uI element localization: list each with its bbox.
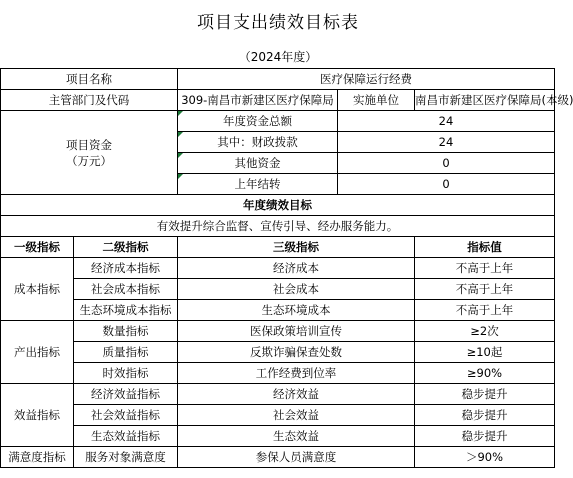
table-row <box>1 279 555 300</box>
table-row <box>1 321 555 342</box>
level3-cell: 参保人员满意度 <box>178 447 415 468</box>
target-table <box>0 68 573 468</box>
level3-cell: 社会成本 <box>178 279 415 300</box>
level2-cell: 数量指标 <box>74 321 178 342</box>
value-cell: ≥90% <box>415 363 555 384</box>
level1-satisfaction: 满意度指标 <box>1 447 74 468</box>
dept-row <box>1 90 555 111</box>
fund-other-value: 0 <box>338 153 555 174</box>
table-row <box>1 363 555 384</box>
level2-cell: 生态效益指标 <box>74 426 178 447</box>
value-cell: 不高于上年 <box>415 279 555 300</box>
level3-cell: 生态效益 <box>178 426 415 447</box>
fund-fiscal-value: 24 <box>338 132 555 153</box>
level1-benefit: 效益指标 <box>1 384 74 447</box>
level3-cell: 经济效益 <box>178 384 415 405</box>
fund-total-label: 年度资金总额 <box>178 111 338 132</box>
value-cell: 不高于上年 <box>415 300 555 321</box>
fund-carryover-value: 0 <box>338 174 555 195</box>
level3-cell: 医保政策培训宣传 <box>178 321 415 342</box>
impl-value-text: 南昌市新建区医疗保障局(本级) <box>415 93 573 107</box>
table-row <box>1 384 555 405</box>
annual-goal-label: 年度绩效目标 <box>1 195 555 216</box>
level2-cell: 经济成本指标 <box>74 258 178 279</box>
annual-goal-text-row <box>1 216 555 237</box>
level1-output: 产出指标 <box>1 321 74 384</box>
value-cell: ≥2次 <box>415 321 555 342</box>
level2-cell: 社会成本指标 <box>74 279 178 300</box>
value-cell: 稳步提升 <box>415 384 555 405</box>
project-name-value: 医疗保障运行经费 <box>178 69 555 90</box>
annual-goal-text: 有效提升综合监督、宣传引导、经办服务能力。 <box>1 216 555 237</box>
level3-cell: 经济成本 <box>178 258 415 279</box>
level2-cell: 时效指标 <box>74 363 178 384</box>
table-row <box>1 405 555 426</box>
level2-cell: 经济效益指标 <box>74 384 178 405</box>
level2-cell: 生态环境成本指标 <box>74 300 178 321</box>
level3-cell: 工作经费到位率 <box>178 363 415 384</box>
header-level3: 三级指标 <box>178 237 415 258</box>
table-row <box>1 258 555 279</box>
fund-label: 项目资金 （万元） <box>1 111 178 195</box>
header-level1: 一级指标 <box>1 237 74 258</box>
table-row <box>1 342 555 363</box>
value-cell: ≥10起 <box>415 342 555 363</box>
level2-cell: 社会效益指标 <box>74 405 178 426</box>
dept-value <box>178 90 338 111</box>
dept-value-text: 309-南昌市新建区医疗保障局 <box>181 93 334 107</box>
indicator-header-row <box>1 237 555 258</box>
level3-cell: 反欺诈骗保查处数 <box>178 342 415 363</box>
level3-cell: 社会效益 <box>178 405 415 426</box>
value-cell: 稳步提升 <box>415 426 555 447</box>
level1-cost: 成本指标 <box>1 258 74 321</box>
fund-row <box>1 111 555 132</box>
level3-cell: 生态环境成本 <box>178 300 415 321</box>
table-row <box>1 426 555 447</box>
header-value: 指标值 <box>415 237 555 258</box>
impl-label: 实施单位 <box>338 90 415 111</box>
fund-total-value: 24 <box>338 111 555 132</box>
year-label: （2024年度） <box>238 50 318 64</box>
value-cell: 不高于上年 <box>415 258 555 279</box>
project-name-row <box>1 69 555 90</box>
project-name-label: 项目名称 <box>1 69 178 90</box>
level2-cell: 服务对象满意度 <box>74 447 178 468</box>
fund-fiscal-label: 其中：财政拨款 <box>178 132 338 153</box>
value-cell: 稳步提升 <box>415 405 555 426</box>
impl-value <box>415 90 573 111</box>
level2-cell: 质量指标 <box>74 342 178 363</box>
page-title: 项目支出绩效目标表 <box>197 13 359 33</box>
header-level2: 二级指标 <box>74 237 178 258</box>
value-cell: ＞90% <box>415 447 555 468</box>
fund-carryover-label: 上年结转 <box>178 174 338 195</box>
dept-label: 主管部门及代码 <box>1 90 178 111</box>
table-row <box>1 447 555 468</box>
table-row <box>1 300 555 321</box>
annual-goal-header-row <box>1 195 555 216</box>
fund-other-label: 其他资金 <box>178 153 338 174</box>
